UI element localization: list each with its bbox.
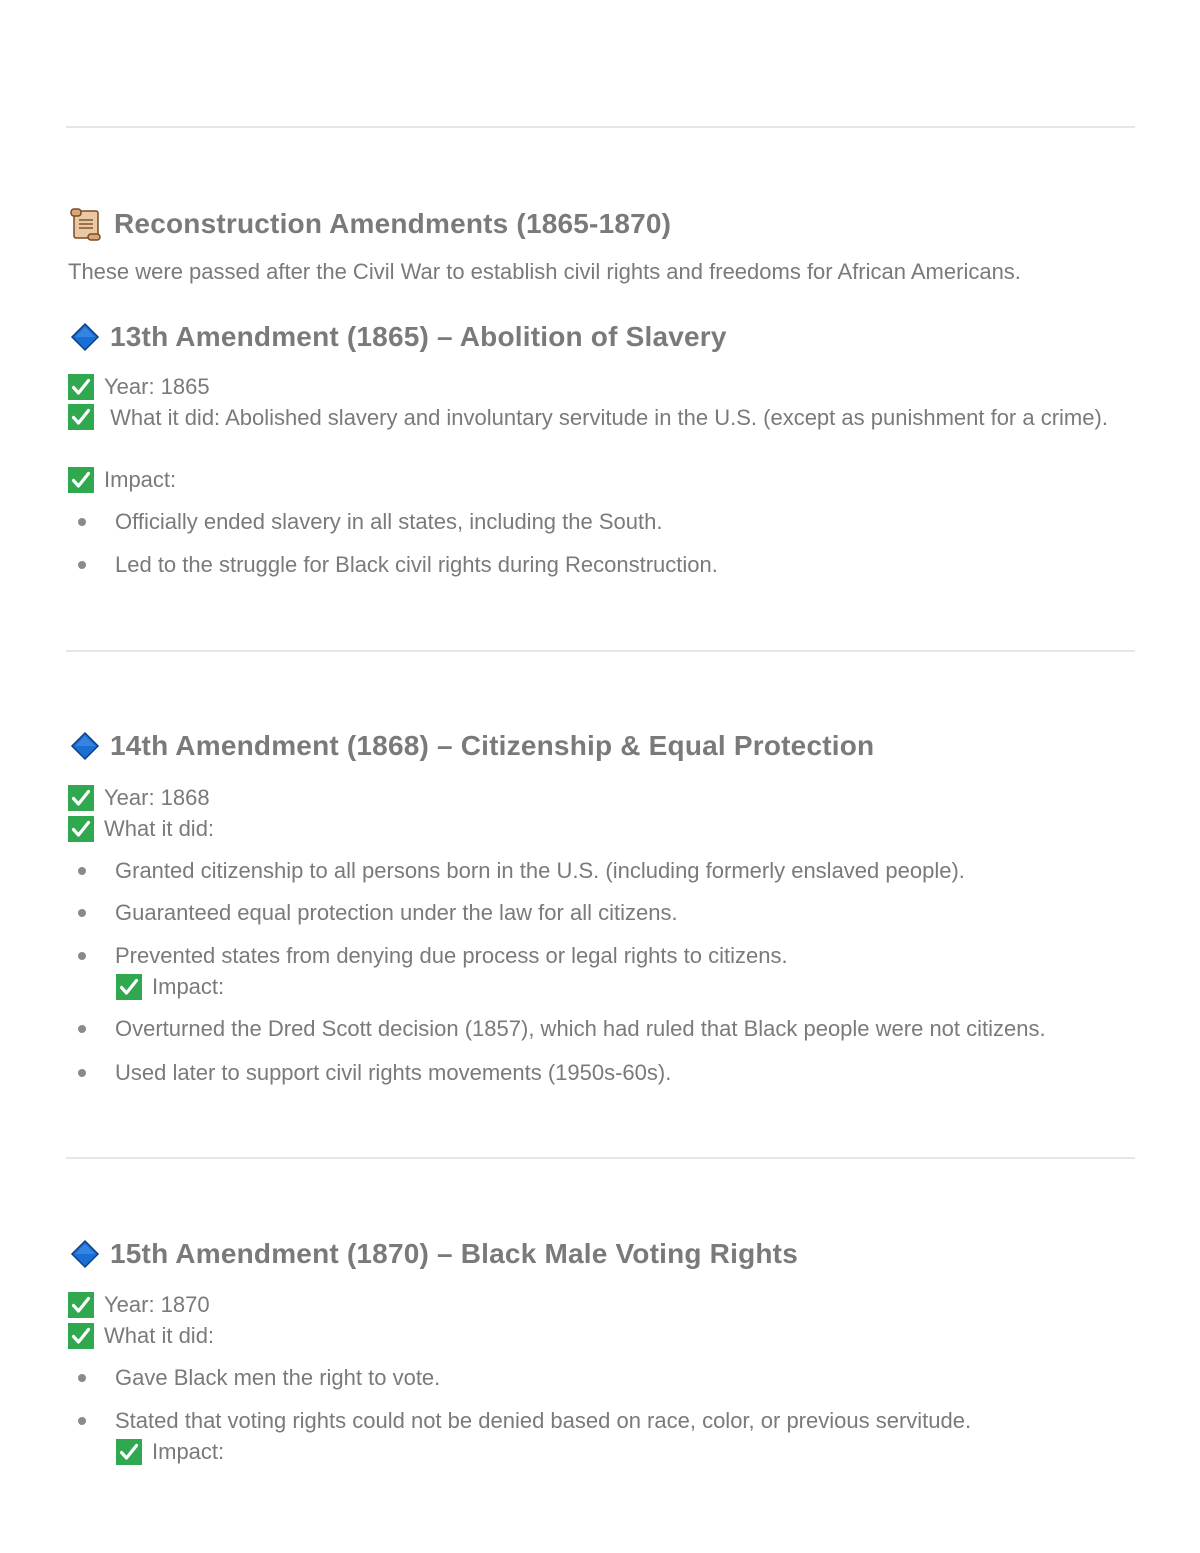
- list-item-text: Overturned the Dred Scott decision (1857), which had ruled that Black people were not citizens.: [115, 1016, 1046, 1041]
- year-text: Year: 1865: [104, 374, 210, 399]
- impact-label: Impact:: [104, 467, 177, 492]
- amendment-13-did: [68, 402, 1128, 433]
- impact-label: Impact:: [152, 974, 225, 999]
- amendment-14-did: [68, 814, 214, 844]
- bullet-icon: [78, 518, 86, 526]
- did-label: What it did:: [104, 816, 215, 841]
- list-item: [78, 1058, 671, 1088]
- amendment-15-title: 15th Amendment (1870) – Black Male Voting Rights: [110, 1238, 798, 1269]
- list-item-text: Prevented states from denying due process or legal rights to citizens.: [115, 943, 788, 968]
- did-text: What it did: Abolished slavery and involuntary servitude in the U.S. (except as punishment for a crime).: [110, 405, 1108, 430]
- amendment-14-impact: [116, 972, 224, 1002]
- list-item-text: Stated that voting rights could not be denied based on race, color, or previous servitude.: [115, 1408, 972, 1433]
- section-title: Reconstruction Amendments (1865-1870): [114, 208, 672, 239]
- amendment-14-title: 14th Amendment (1868) – Citizenship & Equal Protection: [110, 730, 875, 761]
- section-intro: These were passed after the Civil War to establish civil rights and freedoms for African Americans.: [68, 259, 1021, 284]
- bullet-icon: [78, 1025, 86, 1033]
- amendment-14-heading: [70, 726, 874, 766]
- check-icon: [68, 467, 94, 493]
- section-heading: [68, 204, 671, 244]
- did-label: What it did:: [104, 1323, 215, 1348]
- diamond-icon: [70, 322, 100, 352]
- list-item-text: Gave Black men the right to vote.: [115, 1365, 441, 1390]
- amendment-15-impact: [116, 1437, 224, 1467]
- bullet-icon: [78, 952, 86, 960]
- check-icon: [68, 816, 94, 842]
- list-item: [78, 856, 965, 886]
- list-item-text: Officially ended slavery in all states, including the South.: [115, 509, 663, 534]
- bullet-icon: [78, 867, 86, 875]
- diamond-icon: [70, 731, 100, 761]
- year-text: Year: 1868: [104, 785, 210, 810]
- list-item: [78, 550, 718, 580]
- bullet-icon: [78, 561, 86, 569]
- divider: [66, 650, 1135, 652]
- check-icon: [68, 785, 94, 811]
- list-item-text: Used later to support civil rights movements (1950s-60s).: [115, 1060, 672, 1085]
- bullet-icon: [78, 1374, 86, 1382]
- amendment-13-impact: [68, 465, 176, 495]
- amendment-15-year: [68, 1290, 210, 1320]
- divider-top: [66, 126, 1135, 128]
- amendment-15-heading: [70, 1234, 798, 1274]
- list-item-text: Led to the struggle for Black civil rights during Reconstruction.: [115, 552, 718, 577]
- check-icon: [116, 1439, 142, 1465]
- bullet-icon: [78, 1417, 86, 1425]
- diamond-icon: [70, 1239, 100, 1269]
- bullet-icon: [78, 909, 86, 917]
- amendment-13-year: [68, 372, 210, 402]
- list-item: [78, 1363, 440, 1393]
- check-icon: [68, 1292, 94, 1318]
- list-item: [78, 507, 662, 537]
- check-icon: [68, 404, 94, 430]
- scroll-icon: [68, 206, 104, 242]
- amendment-13-heading: [70, 317, 727, 357]
- impact-label: Impact:: [152, 1439, 225, 1464]
- list-item: [78, 941, 788, 971]
- amendment-14-year: [68, 783, 210, 813]
- list-item-text: Granted citizenship to all persons born in the U.S. (including formerly enslaved people).: [115, 858, 965, 883]
- amendment-13-title: 13th Amendment (1865) – Abolition of Slavery: [110, 321, 727, 352]
- bullet-icon: [78, 1069, 86, 1077]
- year-text: Year: 1870: [104, 1292, 210, 1317]
- divider: [66, 1157, 1135, 1159]
- list-item-text: Guaranteed equal protection under the law for all citizens.: [115, 900, 678, 925]
- check-icon: [68, 1323, 94, 1349]
- check-icon: [116, 974, 142, 1000]
- check-icon: [68, 374, 94, 400]
- amendment-15-did: [68, 1321, 214, 1351]
- list-item: [78, 1406, 971, 1436]
- list-item: [78, 1014, 1046, 1044]
- list-item: [78, 898, 678, 928]
